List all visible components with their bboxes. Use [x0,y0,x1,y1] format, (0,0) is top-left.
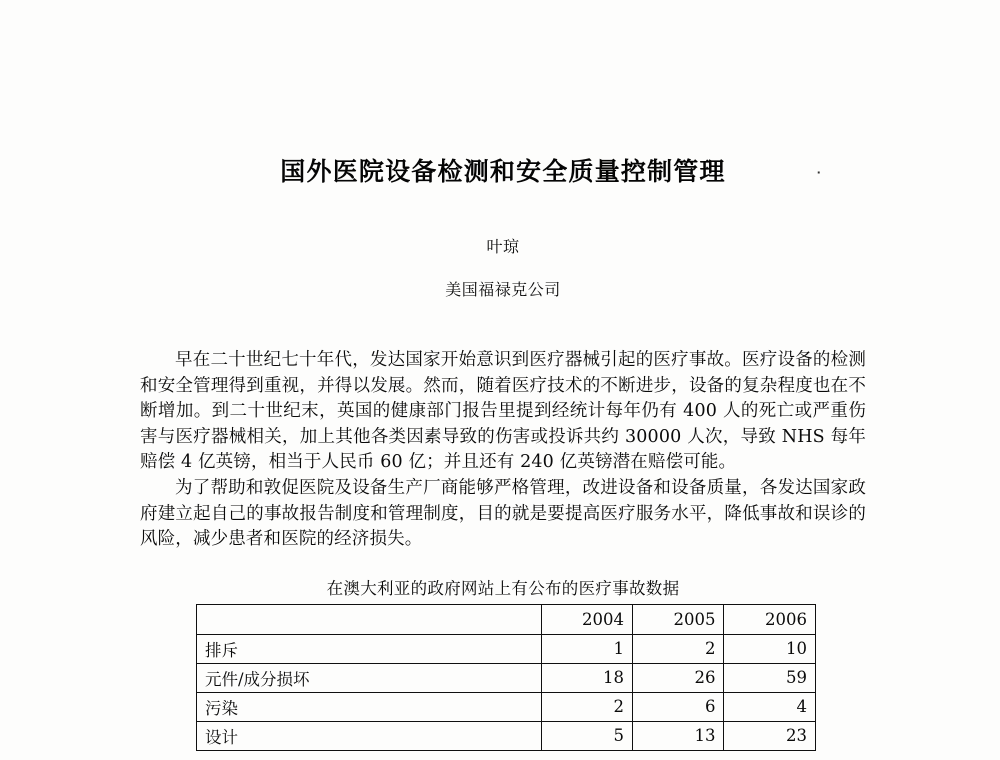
page-title-text: 国外医院设备检测和安全质量控制管理 [280,157,726,186]
paragraph-2: 为了帮助和敦促医院及设备生产厂商能够严格管理，改进设备和设备质量，各发达国家政府建立起自己的事故报告制度和管理制度，目的就是要提高医疗服务水平，降低事故和误诊的风险，减少患者和医院的经济损失。 [140,477,866,550]
table-cell-2004: 1 [541,634,632,663]
medical-incident-table [196,604,816,751]
title-trailing-mark: · [816,166,822,179]
table-cell-2006: 4 [724,692,816,721]
table-cell-2004: 18 [541,663,632,692]
table-cell-2006: 10 [724,634,816,663]
table-cell-2004: 2 [541,692,632,721]
paragraph-1: 早在二十世纪七十年代，发达国家开始意识到医疗器械引起的医疗事故。医疗设备的检测和安全管理得到重视，并得以发展。然而，随着医疗技术的不断进步，设备的复杂程度也在不断增加。到二十世纪末，英国的健康部门报告里提到经统计每年仍有 400 人的死亡或严重伤害与医疗器械相关，加上其他各类因素导致的伤害或投诉共约 30000 人次，导致 NHS 每年赔偿 4 亿英镑，相当于人民币 60 亿；并且还有 240 亿英镑潜在赔偿可能。 [140,350,866,473]
table-cell-2005: 13 [633,721,724,750]
author-affiliation: 美国福禄克公司 [445,280,561,299]
table-row-label: 排斥 [197,634,542,663]
table-row-label: 设计 [197,721,542,750]
table-cell-2005: 26 [633,663,724,692]
author-name: 叶琼 [486,237,520,256]
table-row [197,663,816,692]
body-text [140,348,866,553]
table-cell-2005: 6 [633,692,724,721]
page-title [140,152,866,188]
document-content [140,0,866,760]
table-row [197,634,816,663]
table-row-label: 元件/成分损坏 [197,663,542,692]
table-header-blank [197,604,542,634]
table-header-row [197,604,816,634]
table-caption: 在澳大利亚的政府网站上有公布的医疗事故数据 [326,578,680,598]
table-header-2004: 2004 [541,604,632,634]
table-row [197,692,816,721]
data-table-section [140,575,866,751]
table-row-label: 污染 [197,692,542,721]
table-row [197,721,816,750]
table-header-2005: 2005 [633,604,724,634]
table-cell-2006: 23 [724,721,816,750]
table-cell-2006: 59 [724,663,816,692]
table-header-2006: 2006 [724,604,816,634]
table-cell-2004: 5 [541,721,632,750]
table-cell-2005: 2 [633,634,724,663]
